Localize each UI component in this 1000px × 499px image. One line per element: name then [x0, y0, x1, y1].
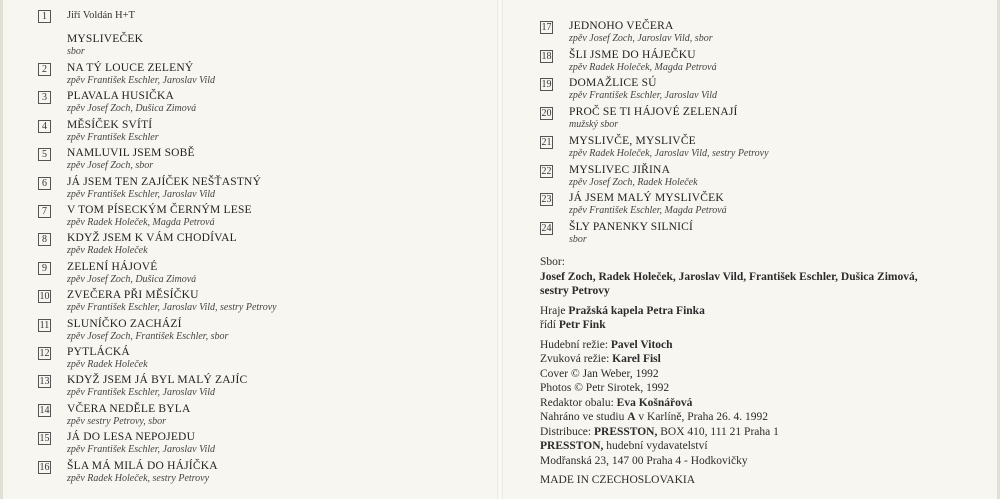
track-number-box: 20 [541, 108, 552, 120]
track-number-box: 24 [541, 222, 552, 234]
track-credit: zpěv František Eschler, Jaroslav Vild [67, 75, 216, 86]
track-title: JÁ JSEM TEN ZAJÍČEK NEŠŤASTNÝ [67, 175, 262, 188]
credits-block [540, 255, 980, 488]
track-title: PROČ SE TI HÁJOVÉ ZELENAJÍ [569, 106, 738, 119]
track-number-box: 9 [38, 262, 51, 275]
track-number-box: 6 [38, 177, 51, 190]
booklet-fold [497, 0, 503, 499]
hraje-value: Pražská kapela Petra Finka [568, 304, 705, 317]
distribuce-value: PRESSTON, [593, 425, 658, 438]
track-credit: zpěv František Eschler, Jaroslav Vild [67, 444, 216, 456]
track-title: MYSLIVEC JIŘINA [569, 163, 671, 176]
track-credit: zpěv Radek Holeček, Magda Petrová [67, 217, 215, 228]
sbor-names-line-1: Josef Zoch, Radek Holeček, Jaroslav Vild, František Eschler, Dušica Zimová, [540, 270, 918, 283]
track-credit: zpěv Josef Zoch, Dušica Zimová [67, 103, 197, 115]
track-credit: sbor [67, 46, 85, 57]
track-title: ZVEČERA PŘI MĚSÍČKU [67, 289, 199, 302]
track-credit: zpěv Radek Holeček [67, 359, 148, 370]
track-number-box: 21 [541, 136, 552, 148]
track-credit: zpěv František Eschler, Jaroslav Vild [67, 387, 216, 399]
redaktor-label: Redaktor obalu: [540, 396, 614, 409]
hraje-label: Hraje [540, 304, 566, 317]
track-title: NA TÝ LOUCE ZELENÝ [67, 62, 194, 74]
nahrano-text-1: Nahráno ve studiu [540, 411, 625, 423]
ridi-value: Petr Fink [558, 319, 606, 331]
nahrano-line [540, 410, 980, 425]
track-title: MĚSÍČEK SVÍTÍ [67, 118, 153, 131]
track-credit: zpěv František Eschler, Jaroslav Vild [569, 90, 718, 102]
track-number-box: 16 [39, 461, 50, 473]
track-number-box: 12 [39, 348, 50, 359]
track-title: DOMAŽLICE SÚ [569, 77, 657, 90]
track-credit: zpěv František Eschler, Jaroslav Vild, sestry Petrovy [67, 302, 277, 314]
track-number-box: 10 [39, 291, 50, 303]
track-title: ŠLA MÁ MILÁ DO HÁJÍČKA [67, 459, 218, 472]
cover-credit: Cover © Jan Weber, 1992 [540, 367, 659, 380]
track-number-box: 13 [39, 376, 50, 388]
ridi-line [540, 318, 980, 333]
hudebni-rezie-value: Pavel Vitoch [610, 338, 673, 351]
redaktor-line [540, 396, 980, 411]
track-credit: zpěv Radek Holeček, sestry Petrovy [67, 472, 210, 484]
track-number-box: 3 [38, 91, 51, 104]
track-credit: zpěv Radek Holeček, Magda Petrová [569, 61, 717, 73]
track-title: PYTLÁCKÁ [67, 346, 130, 358]
presston-line [540, 439, 980, 454]
track-number-box: 5 [38, 148, 51, 161]
track-title: MYSLIVEČEK [67, 33, 144, 45]
track-credit: zpěv sestry Petrovy, sbor [67, 415, 167, 427]
track-credit: zpěv František Eschler, Magda Petrová [569, 205, 727, 217]
address-line: Modřanská 23, 147 00 Praha 4 - Hodkovičky [540, 454, 748, 467]
sbor-names-line-2: sestry Petrovy [540, 285, 610, 297]
track-title: NAMLUVIL JSEM SOBĚ [67, 147, 195, 160]
track-title: ZELENÍ HÁJOVÉ [67, 260, 158, 273]
track-title: ŠLY PANENKY SILNICÍ [569, 220, 694, 233]
distribuce-label: Distribuce: [540, 425, 592, 438]
track-title: V TOM PÍSECKÝM ČERNÝM LESE [67, 204, 252, 216]
track-credit: sbor [569, 233, 587, 245]
ridi-label: řídí [540, 319, 556, 331]
track-title: PLAVALA HUSIČKA [67, 90, 175, 103]
zvukova-rezie-label: Zvuková režie: [540, 353, 610, 365]
hudebni-rezie-line [540, 338, 980, 353]
zvukova-rezie-line [540, 352, 980, 367]
track-number-box: 14 [39, 404, 50, 416]
track-credit: zpěv Josef Zoch, Dušica Zimová [67, 273, 197, 285]
track-credit: mužský sbor [569, 119, 619, 131]
nahrano-studio: A [627, 411, 636, 423]
track-number-box: 4 [38, 120, 51, 133]
presston-name: PRESSTON, [540, 440, 604, 452]
track-credit: zpěv Radek Holeček, Jaroslav Vild, sestry Petrovy [569, 147, 769, 159]
track-title: VČERA NEDĚLE BYLA [67, 402, 191, 415]
track-number-box: 17 [541, 22, 552, 33]
track-number-box: 15 [39, 433, 50, 445]
track-title: KDYŽ JSEM JÁ BYL MALÝ ZAJÍC [67, 374, 248, 387]
distribuce-line [540, 425, 980, 440]
nahrano-text-2: v Karlíně, Praha 26. 4. 1992 [638, 411, 769, 423]
zvukova-rezie-value: Karel Fisl [612, 353, 661, 365]
track-number-box: 11 [39, 319, 50, 331]
track-credit: zpěv Josef Zoch, Jaroslav Vild, sbor [569, 33, 713, 44]
presston-rest: hudební vydavatelství [606, 440, 708, 452]
track-title: JEDNOHO VEČERA [569, 20, 674, 32]
track-credit: zpěv Josef Zoch, Radek Holeček [569, 176, 698, 188]
left-edge [0, 0, 3, 499]
hudebni-rezie-label: Hudební režie: [540, 338, 609, 351]
track-credit: zpěv Josef Zoch, František Eschler, sbor [67, 330, 229, 342]
track-number-box: 22 [541, 165, 552, 177]
track-title: KDYŽ JSEM K VÁM CHODÍVAL [67, 232, 237, 245]
hraje-line [540, 304, 980, 319]
track-credit: zpěv František Eschler [67, 131, 159, 143]
made-in-line: MADE IN CZECHOSLOVAKIA [540, 474, 696, 486]
redaktor-value: Eva Košnářová [616, 396, 693, 409]
track-credit: zpěv Josef Zoch, sbor [67, 160, 154, 172]
track-number-box: 18 [541, 50, 552, 62]
track-number-box: 1 [38, 10, 51, 23]
photos-credit: Photos © Petr Sirotek, 1992 [540, 382, 670, 394]
sbor-label: Sbor: [540, 256, 565, 268]
track-title: MYSLIVČE, MYSLIVČE [569, 134, 696, 147]
artist-line: Jiří Voldán H+T [67, 10, 135, 21]
track-number-box: 8 [38, 233, 51, 246]
track-credit: zpěv Radek Holeček [67, 245, 148, 257]
track-title: ŠLI JSME DO HÁJEČKU [569, 48, 696, 61]
track-title: JÁ JSEM MALÝ MYSLIVČEK [569, 192, 724, 205]
track-number-box: 19 [541, 79, 552, 91]
track-number-box: 2 [38, 63, 51, 76]
track-number-box: 23 [541, 194, 552, 206]
distribuce-rest: BOX 410, 111 21 Praha 1 [660, 425, 779, 438]
track-title: SLUNÍČKO ZACHÁZÍ [67, 317, 182, 330]
track-title: JÁ DO LESA NEPOJEDU [67, 431, 196, 444]
track-number-box: 7 [38, 205, 51, 218]
track-credit: zpěv František Eschler, Jaroslav Vild [67, 188, 216, 200]
